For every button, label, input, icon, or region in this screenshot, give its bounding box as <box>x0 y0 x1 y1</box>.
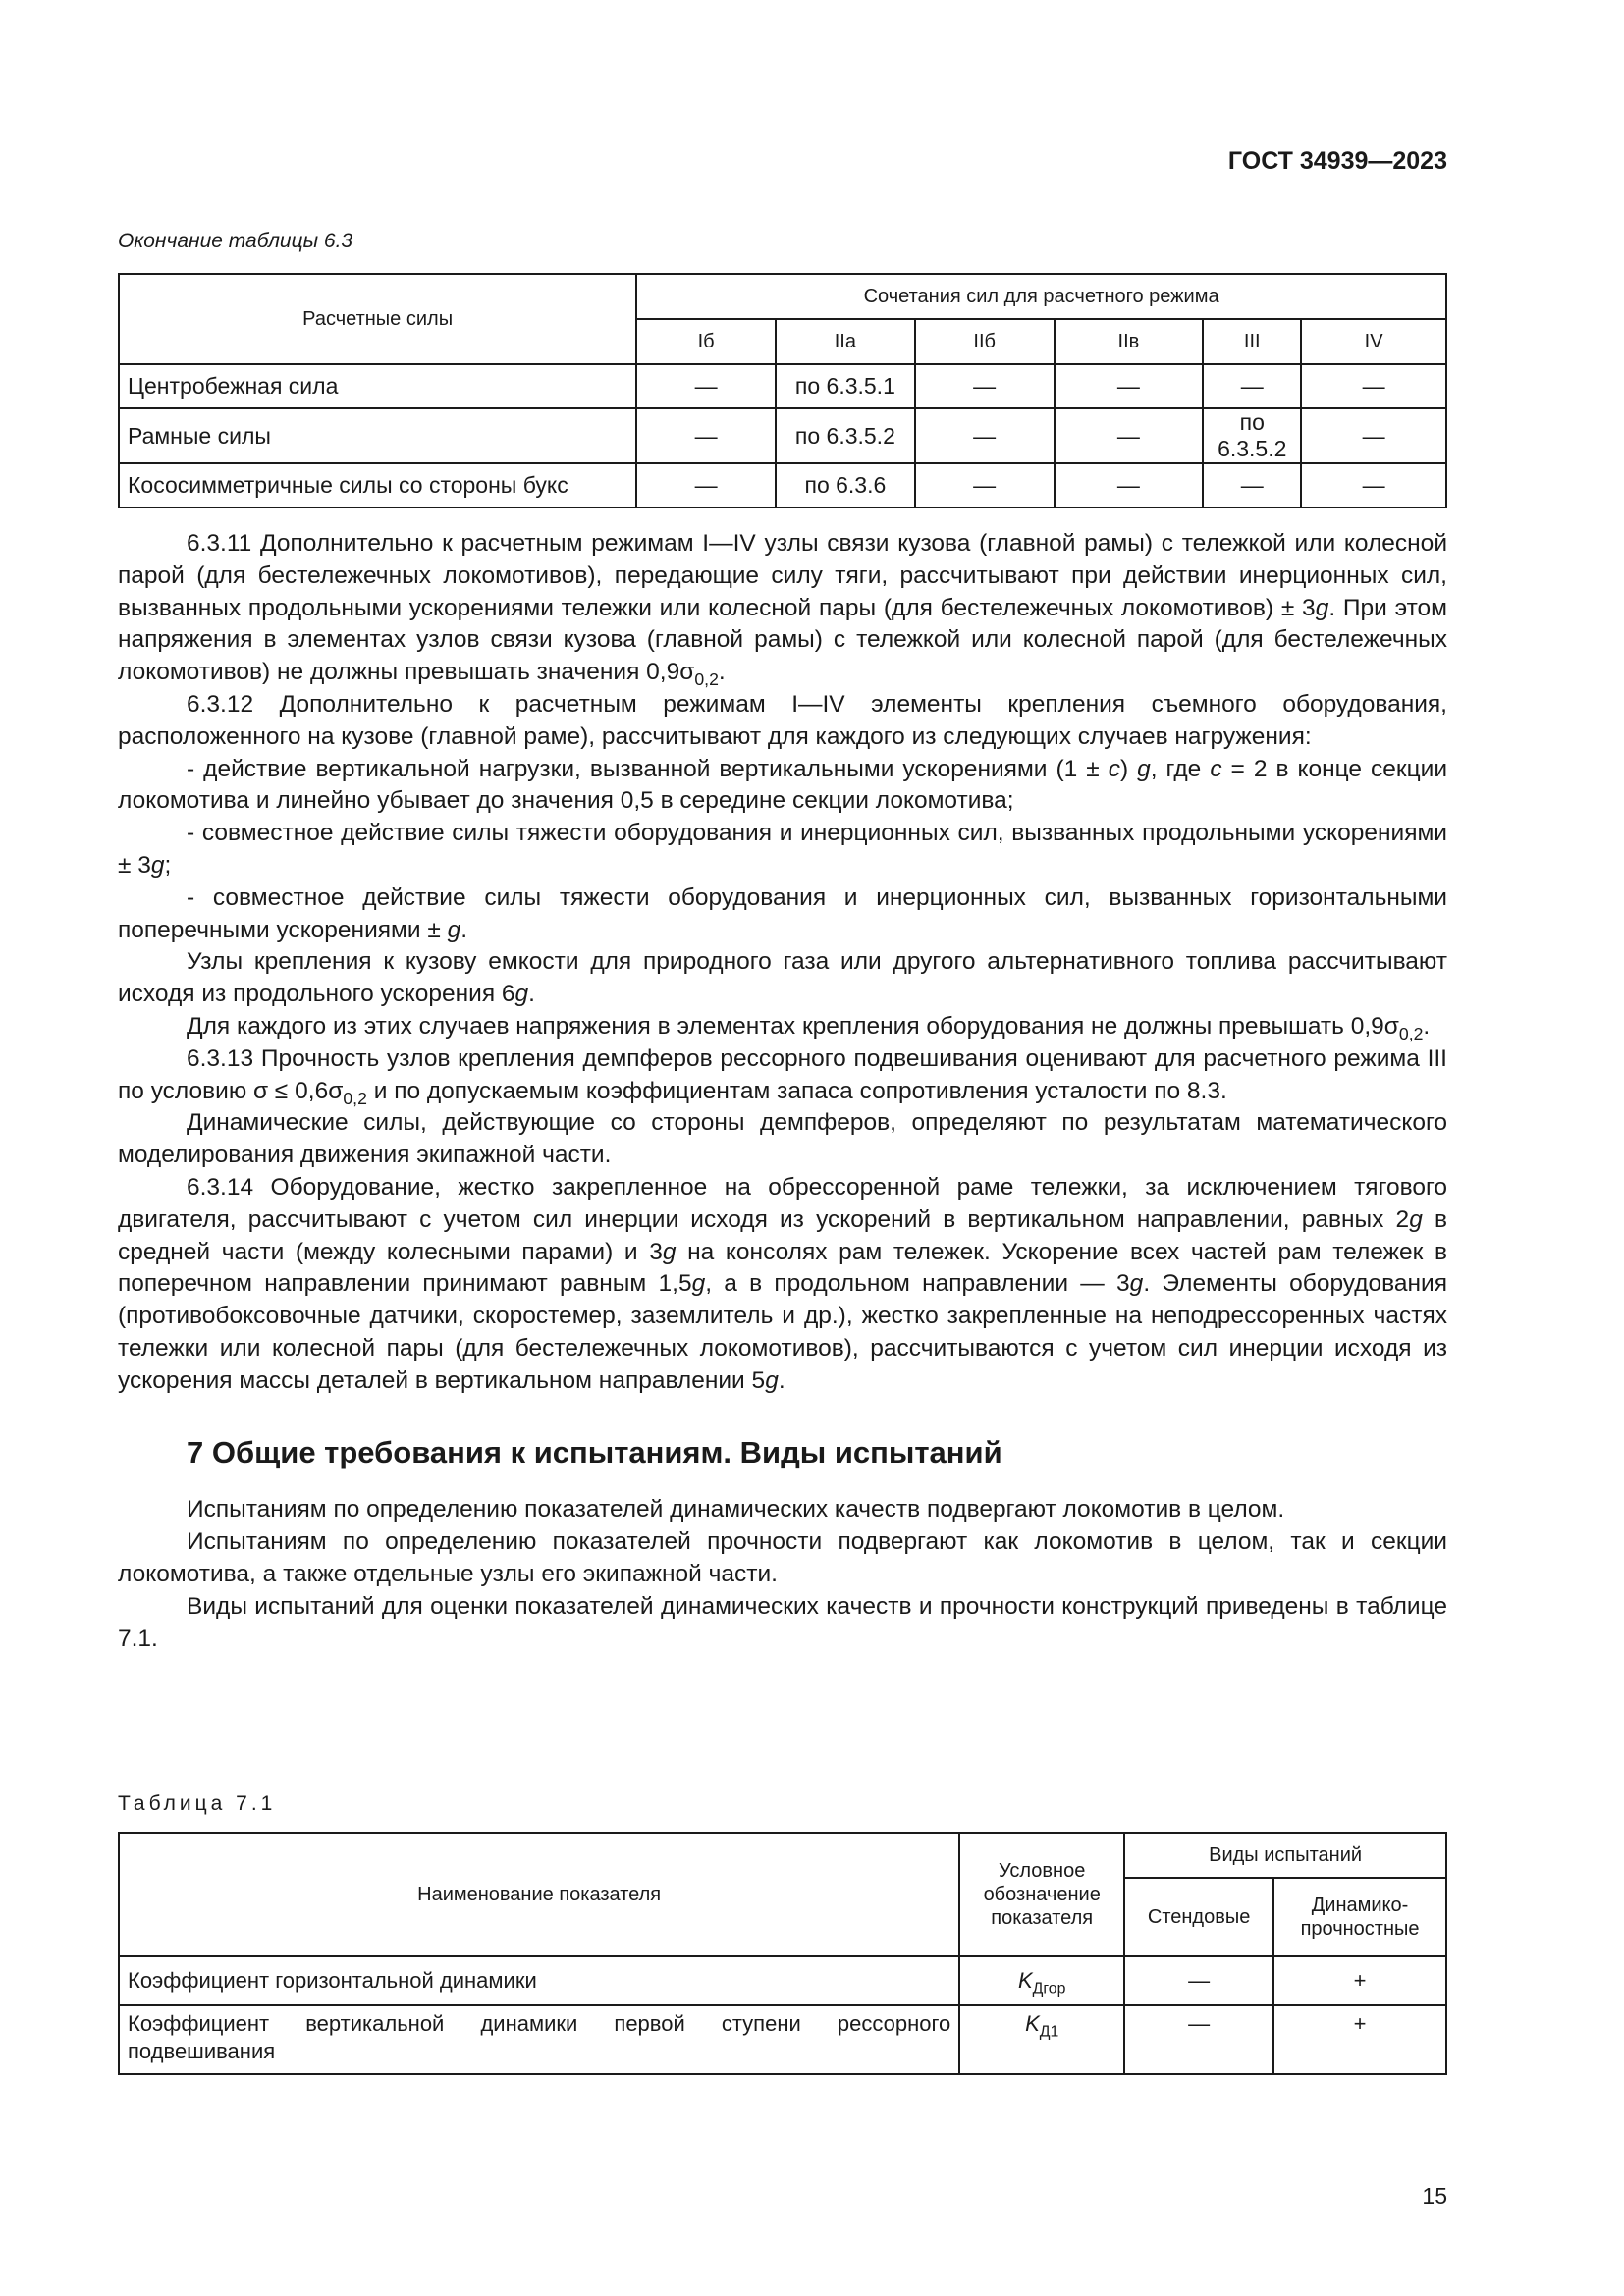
body-text <box>118 528 1447 1655</box>
col-header-name: Наименование показателя <box>119 1833 959 1956</box>
table-cell: — <box>636 463 776 507</box>
paragraph: Виды испытаний для оценки показателей динамических качеств и прочности конструкций приведены в таблице 7.1. <box>118 1592 1447 1652</box>
table-row <box>119 364 1446 408</box>
table-row <box>119 408 1446 463</box>
table-7-1 <box>118 1832 1447 2075</box>
table-cell: по 6.3.5.2 <box>1203 408 1301 463</box>
table-cell: по 6.3.5.2 <box>776 408 915 463</box>
table-cell: — <box>636 364 776 408</box>
table-cell: + <box>1273 2005 1446 2074</box>
table-cell: по 6.3.5.1 <box>776 364 915 408</box>
table-6-3 <box>118 273 1447 508</box>
table-cell: — <box>915 364 1055 408</box>
list-item: - совместное действие силы тяжести оборудования и инерционных сил, вызванных продольными ускорениями ± 3g; <box>118 820 1447 879</box>
paragraph-6-3-11: 6.3.11 Дополнительно к расчетным режимам I—IV узлы связи кузова (главной рамы) с тележкой или колесной парой (для бестележечных локомотивов), передающие силу тяги, рассчитывают при действии инерционных сил, вызванных продольными ускорениями тележки или колесной пары (для бестележечных локомотивов) ± 3g. При этом напряжения в элементах узлов связи кузова (главной рамы) с тележкой или колесной парой (для бестележечных локомотивов) не должны превышать значения $0,9\sigma_{0,2}$. <box>118 530 1447 690</box>
table-cell: — <box>1124 2005 1273 2074</box>
table-cell: — <box>1203 364 1301 408</box>
paragraph-6-3-13: 6.3.13 Прочность узлов крепления демпферов рессорного подвешивания оценивают для расчетного режима III по условию $\sigma \le 0,6\sigma_{0,2}$ и по допускаемым коэффициентам запаса сопротивления усталости по 8.3. <box>118 1044 1447 1108</box>
table-cell: — <box>1055 364 1204 408</box>
table-7-1-caption: Таблица 7.1 <box>118 1792 277 1815</box>
paragraph: Динамические силы, действующие со стороны демпферов, определяют по результатам математического моделирования движения экипажной части. <box>118 1109 1447 1169</box>
col-header-forces: Расчетные силы <box>119 274 636 364</box>
table-6-3-caption: Окончание таблицы 6.3 <box>118 230 353 252</box>
symbol-cell: $K_{Дгор}$ <box>959 1956 1124 2005</box>
standard-code: ГОСТ 34939—2023 <box>1227 147 1447 175</box>
row-label: Центробежная сила <box>119 364 636 408</box>
paragraph-6-3-12: 6.3.12 Дополнительно к расчетным режимам I—IV элементы крепления съемного оборудования, расположенного на кузове (главной раме), рассчитывают для каждого из следующих случаев нагружения: <box>118 690 1447 750</box>
table-cell: — <box>636 408 776 463</box>
paragraph: Испытаниям по определению показателей динамических качеств подвергают локомотив в целом. <box>187 1496 1285 1523</box>
table-row <box>119 463 1446 507</box>
table-cell: — <box>915 408 1055 463</box>
table-cell: + <box>1273 1956 1446 2005</box>
section-heading: 7 Общие требования к испытаниям. Виды испытаний <box>187 1434 1002 1469</box>
col-header-mode: IIв <box>1055 319 1204 364</box>
row-label: Коэффициент вертикальной динамики первой ступени рессорного подвешивания <box>119 2005 959 2074</box>
table-cell: по 6.3.6 <box>776 463 915 507</box>
row-label: Кососимметричные силы со стороны букс <box>119 463 636 507</box>
symbol-cell: $K_{Д1}$ <box>959 2005 1124 2074</box>
col-header-symbol: Условное обозначение показателя <box>959 1833 1124 1956</box>
row-label: Коэффициент горизонтальной динамики <box>119 1956 959 2005</box>
col-header-mode: III <box>1203 319 1301 364</box>
paragraph: Узлы крепления к кузову емкости для природного газа или другого альтернативного топлива рассчитывают исходя из продольного ускорения 6g. <box>118 948 1447 1008</box>
col-header-bench: Стендовые <box>1124 1878 1273 1956</box>
table-cell: — <box>1055 408 1204 463</box>
col-header-mode: IIа <box>776 319 915 364</box>
paragraph: Испытаниям по определению показателей прочности подвергают как локомотив в целом, так и секции локомотива, а также отдельные узлы его экипажной части. <box>118 1528 1447 1587</box>
table-cell: — <box>1301 408 1446 463</box>
table-cell: — <box>1301 463 1446 507</box>
table-cell: — <box>1055 463 1204 507</box>
list-item: - совместное действие силы тяжести оборудования и инерционных сил, вызванных горизонтальными поперечными ускорениями ± g. <box>118 883 1447 943</box>
row-label: Рамные силы <box>119 408 636 463</box>
table-row <box>119 1956 1446 2005</box>
paragraph-6-3-14: 6.3.14 Оборудование, жестко закрепленное на обрессоренной раме тележки, за исключением тягового двигателя, рассчитывают с учетом сил инерции исходя из ускорений в вертикальном направлении, равных 2g в средней части (между колесными парами) и 3g на консолях рам тележек. Ускорение всех частей рам тележек в поперечном направлении принимают равным 1,5g, а в продольном направлении — 3g. Элементы оборудования (противобоксовочные датчики, скоростемер, заземлитель и др.), жестко закрепленные на неподрессоренных частях тележки или колесной пары (для бестележечных локомотивов), рассчитываются с учетом сил инерции исходя из ускорения массы деталей в вертикальном направлении 5g. <box>118 1173 1448 1394</box>
list-item: - действие вертикальной нагрузки, вызванной вертикальными ускорениями (1 ± c) g, где c = 2 в конце секции локомотива и линейно убывает до значения 0,5 в середине секции локомотива; <box>118 755 1448 815</box>
table-cell: — <box>1301 364 1446 408</box>
col-header-mode: IIб <box>915 319 1055 364</box>
table-cell: — <box>915 463 1055 507</box>
table-cell: — <box>1203 463 1301 507</box>
col-header-combinations: Сочетания сил для расчетного режима <box>636 274 1446 319</box>
col-header-mode: Iб <box>636 319 776 364</box>
page-number: 15 <box>1422 2183 1447 2209</box>
col-header-mode: IV <box>1301 319 1446 364</box>
col-header-dynamic-strength: Динамико-прочностные <box>1273 1878 1446 1956</box>
paragraph: Для каждого из этих случаев напряжения в элементах крепления оборудования не должны превышать $0,9\sigma_{0,2}$. <box>187 1012 1431 1044</box>
table-row <box>119 2005 1446 2074</box>
table-cell: — <box>1124 1956 1273 2005</box>
col-header-test-types: Виды испытаний <box>1124 1833 1446 1878</box>
